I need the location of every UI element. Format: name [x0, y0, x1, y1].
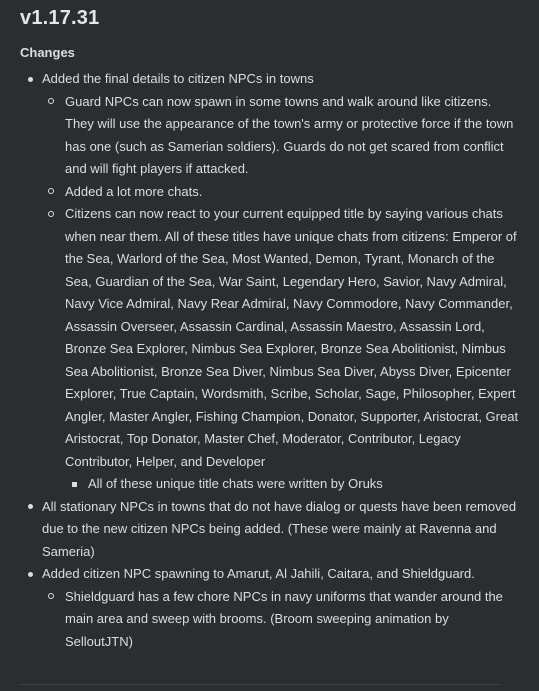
sub-list: [42, 91, 519, 496]
list-item: [20, 68, 519, 496]
version-title: v1.17.31: [20, 7, 100, 29]
changes-list: [20, 68, 519, 653]
list-item: [42, 91, 519, 181]
list-item-text: All of these unique title chats were written by Oruks: [88, 476, 383, 491]
list-item-text: Added a lot more chats.: [65, 183, 203, 199]
sub-list: [42, 586, 519, 654]
list-item: [42, 181, 519, 204]
list-item: [42, 586, 519, 654]
list-item-text: Added citizen NPC spawning to Amarut, Al Jahili, Caitara, and Shieldguard.: [42, 566, 475, 581]
list-item-text: Added the final details to citizen NPCs in towns: [42, 71, 314, 86]
sub-sub-list: [65, 473, 519, 496]
list-item-text: Guard NPCs can now spawn in some towns and walk around like citizens. They will use the appearance of the town's army or protective force if the town has one (such as Samerian soldiers). Guards do not get scared from conflict and will fight players if attacked.: [65, 93, 514, 176]
list-item: [42, 203, 519, 496]
list-item: [65, 473, 519, 496]
list-item: [20, 563, 519, 653]
list-item-text: Citizens can now react to your current equipped title by saying various chats when near them. All of these titles have unique chats from citizens: Emperor of the Sea, Warlord of the Sea, Most Wanted, Demon, Tyrant, Monarch of the Sea, Guardian of the Sea, War Saint, Legendary Hero, Savior, Navy Admiral, Navy Vice Admiral, Navy Rear Admiral, Navy Commodore, Navy Commander, Assassin Overseer, Assassin Cardinal, Assassin Maestro, Assassin Lord, Bronze Sea Explorer, Nimbus Sea Explorer, Bronze Sea Abolitionist, Nimbus Sea Abolitionist, Bronze Sea Diver, Nimbus Sea Diver, Abyss Diver, Epicenter Explorer, True Captain, Wordsmith, Scribe, Scholar, Sage, Philosopher, Expert Angler, Master Angler, Fishing Champion, Donator, Supporter, Aristocrat, Great Aristocrat, Top Donator, Master Chef, Moderator, Contributor, Legacy Contributor, Helper, and Developer: [65, 206, 519, 469]
section-heading: Changes: [20, 45, 75, 60]
list-item-text: All stationary NPCs in towns that do not have dialog or quests have been removed due to the new citizen NPCs being added. (These were mainly at Ravenna and Sameria): [42, 498, 517, 559]
list-item: [20, 496, 519, 564]
list-item-text: Shieldguard has a few chore NPCs in navy uniforms that wander around the main area and sweep with brooms. (Broom sweeping animation by SelloutJTN): [65, 588, 503, 649]
section-divider: [20, 684, 500, 685]
